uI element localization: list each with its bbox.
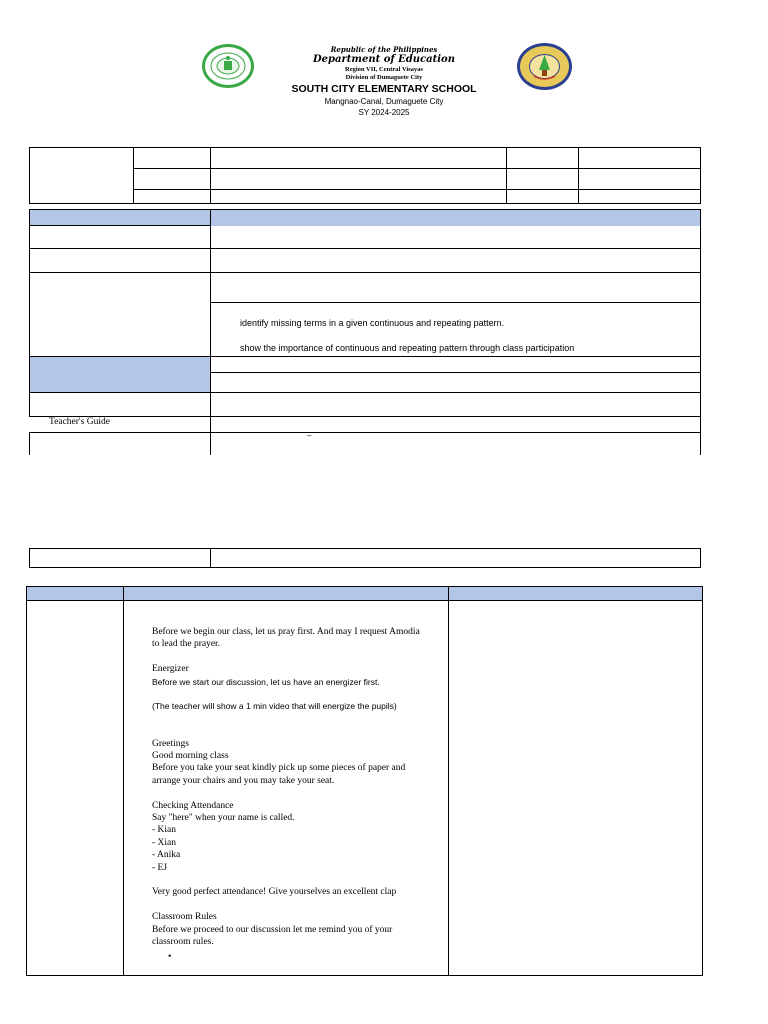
rules-bullet: • — [168, 952, 172, 963]
info-cell — [211, 169, 507, 190]
content-cell — [211, 417, 701, 433]
attendance-text: Say "here" when your name is called. — [152, 813, 295, 824]
content-cell — [211, 273, 701, 303]
energizer-title: Energizer — [152, 664, 189, 675]
objectives-label-cell — [30, 273, 211, 357]
info-cell — [579, 190, 701, 204]
info-cell — [134, 148, 211, 169]
info-cell — [211, 148, 507, 169]
region-line: Region VII, Central Visayas — [345, 66, 423, 73]
attendance-title: Checking Attendance — [152, 800, 234, 811]
greetings-text: Good morning class — [152, 751, 229, 761]
content-cell — [211, 433, 701, 455]
info-cell — [134, 190, 211, 204]
content-cell — [211, 393, 701, 417]
info-cell — [507, 190, 579, 204]
content-cell — [211, 549, 701, 568]
label-cell — [30, 393, 211, 417]
objective-2: show the importance of continuous and repeating pattern through class participation — [240, 343, 575, 353]
school-year: SY 2024-2025 — [358, 108, 410, 117]
objectives-grid — [29, 209, 701, 455]
procedure-header-cell — [124, 587, 449, 601]
label-cell — [30, 549, 211, 568]
rules-text-cont: classroom rules. — [152, 937, 214, 948]
info-cell — [579, 148, 701, 169]
student-name: - Anika — [152, 850, 181, 861]
prayer-text-cont: to lead the prayer. — [152, 639, 221, 650]
label-cell — [30, 433, 211, 455]
info-cell — [579, 169, 701, 190]
content-cell — [211, 357, 701, 373]
teacher-activity-text — [152, 626, 444, 964]
objective-1: identify missing terms in a given continuous and repeating pattern. — [240, 318, 505, 328]
section-header-cell — [30, 210, 211, 226]
dash-mark: – — [307, 431, 312, 440]
procedure-header-cell — [27, 587, 124, 601]
content-cell — [211, 226, 701, 249]
procedure-header-cell — [449, 587, 703, 601]
department-line: Department of Education — [313, 54, 455, 65]
label-cell — [30, 226, 211, 249]
greetings-instruction-cont: arrange your chairs and you may take your seat. — [152, 775, 335, 786]
pupil-activity-cell — [449, 601, 703, 976]
label-cell — [30, 249, 211, 273]
prayer-text: Before we begin our class, let us pray first. And may I request Amodia — [152, 627, 420, 637]
procedure-phase-cell — [27, 601, 124, 976]
rules-title: Classroom Rules — [152, 912, 217, 923]
greetings-instruction: Before you take your seat kindly pick up some pieces of paper and — [152, 763, 406, 774]
info-cell — [507, 169, 579, 190]
single-row-grid — [29, 548, 701, 568]
rules-text: Before we proceed to our discussion let me remind you of your — [152, 924, 393, 935]
division-line: Division of Dumaguete City — [345, 74, 423, 81]
info-cell — [30, 148, 134, 204]
content-cell — [211, 373, 701, 393]
student-name: - EJ — [152, 862, 168, 873]
republic-line: Republic of the Philippines — [330, 45, 438, 54]
section-header-cell — [211, 210, 701, 226]
info-cell — [211, 190, 507, 204]
energizer-note: (The teacher will show a 1 min video that will energize the pupils) — [152, 701, 397, 712]
info-grid — [29, 147, 701, 204]
section-header-cell — [30, 357, 211, 393]
info-cell — [507, 148, 579, 169]
energizer-text: Before we start our discussion, let us have an energizer first. — [152, 676, 380, 687]
teachers-guide-label: Teacher's Guide — [49, 417, 110, 427]
school-address: Mangnao-Canal, Dumaguete City — [324, 97, 444, 106]
student-name: - Kian — [152, 825, 177, 836]
info-cell — [134, 169, 211, 190]
content-cell — [211, 249, 701, 273]
greetings-title: Greetings — [152, 738, 189, 749]
attendance-praise: Very good perfect attendance! Give yourselves an excellent clap — [152, 887, 397, 898]
student-name: - Xian — [152, 837, 177, 848]
school-name: SOUTH CITY ELEMENTARY SCHOOL — [291, 83, 477, 95]
